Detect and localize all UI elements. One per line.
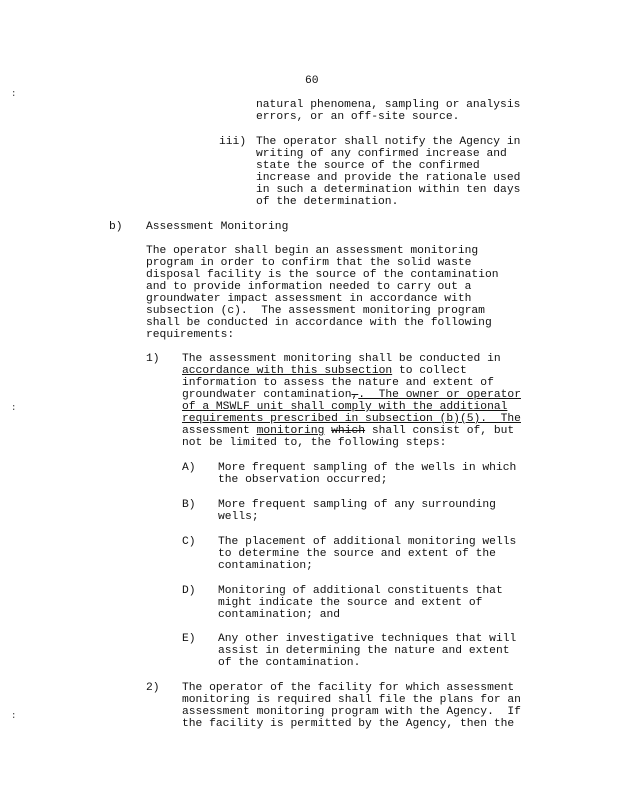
item1-line: not be limited to, the following steps:	[182, 437, 447, 449]
item1-line	[182, 425, 514, 437]
deleted-text: which	[331, 425, 366, 437]
item2-line: monitoring is required shall file the plans for an	[182, 694, 521, 706]
step-line: The placement of additional monitoring wells	[218, 536, 517, 548]
item1-text: groundwater contamination	[182, 389, 352, 401]
step-line: of the contamination.	[218, 657, 361, 669]
item1-line	[182, 365, 467, 377]
step-label-c: C)	[182, 536, 196, 548]
item1-line: information to assess the nature and extent of	[182, 377, 494, 389]
step-line: assist in determining the nature and extent	[218, 645, 510, 657]
inserted-text: requirements prescribed in subsection (b)(5). The	[182, 413, 521, 425]
continuation-line: natural phenomena, sampling or analysis	[256, 99, 521, 111]
subitem-iii-line: writing of any confirmed increase and	[256, 148, 507, 160]
step-line: the observation occurred;	[218, 474, 388, 486]
paragraph-line: shall be conducted in accordance with the following	[146, 317, 492, 329]
paragraph-line: and to provide information needed to carry out a	[146, 281, 472, 293]
step-line: Any other investigative techniques that will	[218, 633, 517, 645]
paragraph-line: requirements:	[146, 329, 235, 341]
step-line: contamination;	[218, 560, 313, 572]
item1-text: shall consist of, but	[365, 425, 515, 437]
item-label-2: 2)	[146, 682, 160, 694]
subitem-iii-line: state the source of the confirmed	[256, 160, 480, 172]
item2-line: The operator of the facility for which assessment	[182, 682, 515, 694]
paragraph-line: disposal facility is the source of the contamination	[146, 269, 499, 281]
inserted-text: accordance with this subsection	[182, 365, 393, 377]
step-label-e: E)	[182, 633, 196, 645]
subitem-iii-line: increase and provide the rationale used	[256, 172, 521, 184]
item1-text: assessment	[182, 425, 257, 437]
step-line: More frequent sampling of any surrounding	[218, 499, 496, 511]
subitem-label-iii: iii)	[219, 136, 247, 148]
item1-line	[182, 413, 521, 425]
step-label-a: A)	[182, 462, 196, 474]
paragraph-line: groundwater impact assessment in accordance with	[146, 293, 472, 305]
step-line: might indicate the source and extent of	[218, 597, 483, 609]
section-heading: Assessment Monitoring	[146, 221, 289, 233]
step-line: wells;	[218, 511, 259, 523]
margin-mark: :	[11, 711, 17, 721]
deleted-text: ,	[351, 389, 359, 401]
paragraph-line: subsection (c). The assessment monitoring program	[146, 305, 485, 317]
inserted-text: of a MSWLF unit shall comply with the additional	[182, 401, 508, 413]
margin-mark: :	[11, 403, 17, 413]
inserted-text: . The owner or operator	[358, 389, 521, 401]
step-line: More frequent sampling of the wells in which	[218, 462, 517, 474]
subitem-iii-line: The operator shall notify the Agency in	[256, 136, 521, 148]
item2-line: assessment monitoring program with the Agency. If	[182, 706, 521, 718]
item1-text: to collect	[392, 365, 467, 377]
item1-line	[182, 401, 507, 413]
item1-line	[182, 389, 521, 401]
page-number: 60	[305, 75, 319, 87]
item1-line: The assessment monitoring shall be conducted in	[182, 353, 501, 365]
item2-line: the facility is permitted by the Agency, then the	[182, 718, 515, 730]
step-label-d: D)	[182, 585, 196, 597]
step-line: to determine the source and extent of the	[218, 548, 496, 560]
item-label-1: 1)	[146, 353, 160, 365]
inserted-text: monitoring	[256, 425, 325, 437]
step-label-b: B)	[182, 499, 196, 511]
subitem-iii-line: in such a determination within ten days	[256, 184, 521, 196]
subitem-iii-line: of the determination.	[256, 196, 399, 208]
continuation-line: errors, or an off-site source.	[256, 111, 460, 123]
step-line: Monitoring of additional constituents that	[218, 585, 503, 597]
step-line: contamination; and	[218, 609, 341, 621]
section-label-b: b)	[109, 221, 123, 233]
margin-mark: :	[11, 89, 17, 99]
paragraph-line: program in order to confirm that the solid waste	[146, 257, 472, 269]
paragraph-line: The operator shall begin an assessment monitoring	[146, 245, 479, 257]
